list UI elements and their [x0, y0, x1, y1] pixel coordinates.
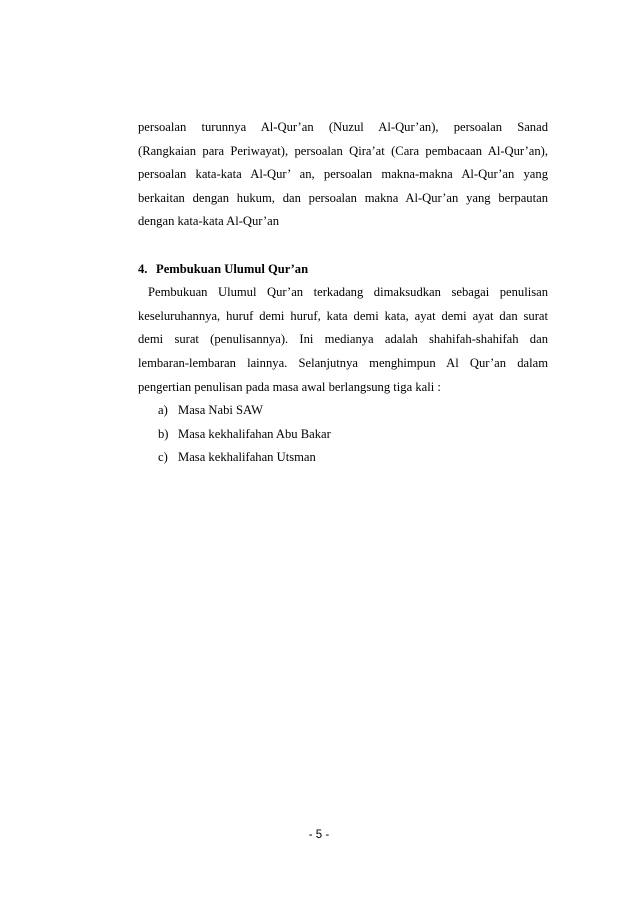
- list-item: [158, 399, 548, 423]
- paragraph-line: berkaitan dengan hukum, dan persoalan makna Al-Qur’an yang berpautan: [138, 190, 548, 205]
- list-item-text: Masa Nabi SAW: [178, 403, 264, 418]
- page-content: [138, 116, 548, 470]
- paragraph-line: demi surat (penulisannya). Ini medianya adalah shahifah-shahifah dan: [138, 332, 548, 347]
- list-item: [158, 446, 548, 470]
- paragraph-line: Pembukuan Ulumul Qur’an terkadang dimaksudkan sebagai penulisan: [148, 285, 548, 300]
- paragraph-line: pengertian penulisan pada masa awal berlangsung tiga kali :: [138, 379, 441, 394]
- paragraph-line: dengan kata-kata Al-Qur’an: [138, 214, 280, 229]
- list-marker: a): [158, 403, 168, 418]
- period-list: [138, 399, 548, 470]
- list-item-text: Masa kekhalifahan Utsman: [178, 450, 316, 465]
- list-item: [158, 423, 548, 447]
- intro-paragraph: [138, 116, 548, 234]
- list-item-text: Masa kekhalifahan Abu Bakar: [178, 426, 331, 441]
- section-pembukuan: [138, 258, 548, 470]
- page-number: - 5 -: [308, 829, 330, 841]
- section-heading: [138, 258, 548, 282]
- paragraph-line: (Rangkaian para Periwayat), persoalan Qira’at (Cara pembacaan Al-Qur’an),: [138, 143, 548, 158]
- paragraph-line: persoalan turunnya Al-Qur’an (Nuzul Al-Qur’an), persoalan Sanad: [138, 120, 548, 134]
- paragraph-line: keseluruhannya, huruf demi huruf, kata demi kata, ayat demi ayat dan surat: [138, 308, 548, 323]
- section-title: Pembukuan Ulumul Qur’an: [156, 261, 309, 276]
- paragraph-line: persoalan kata-kata Al-Qur’ an, persoalan makna-makna Al-Qur’an yang: [138, 167, 548, 182]
- list-marker: b): [158, 426, 169, 441]
- section-number: 4.: [138, 261, 148, 276]
- list-marker: c): [158, 450, 168, 465]
- paragraph-line: lembaran-lembaran lainnya. Selanjutnya menghimpun Al Qur’an dalam: [138, 355, 548, 370]
